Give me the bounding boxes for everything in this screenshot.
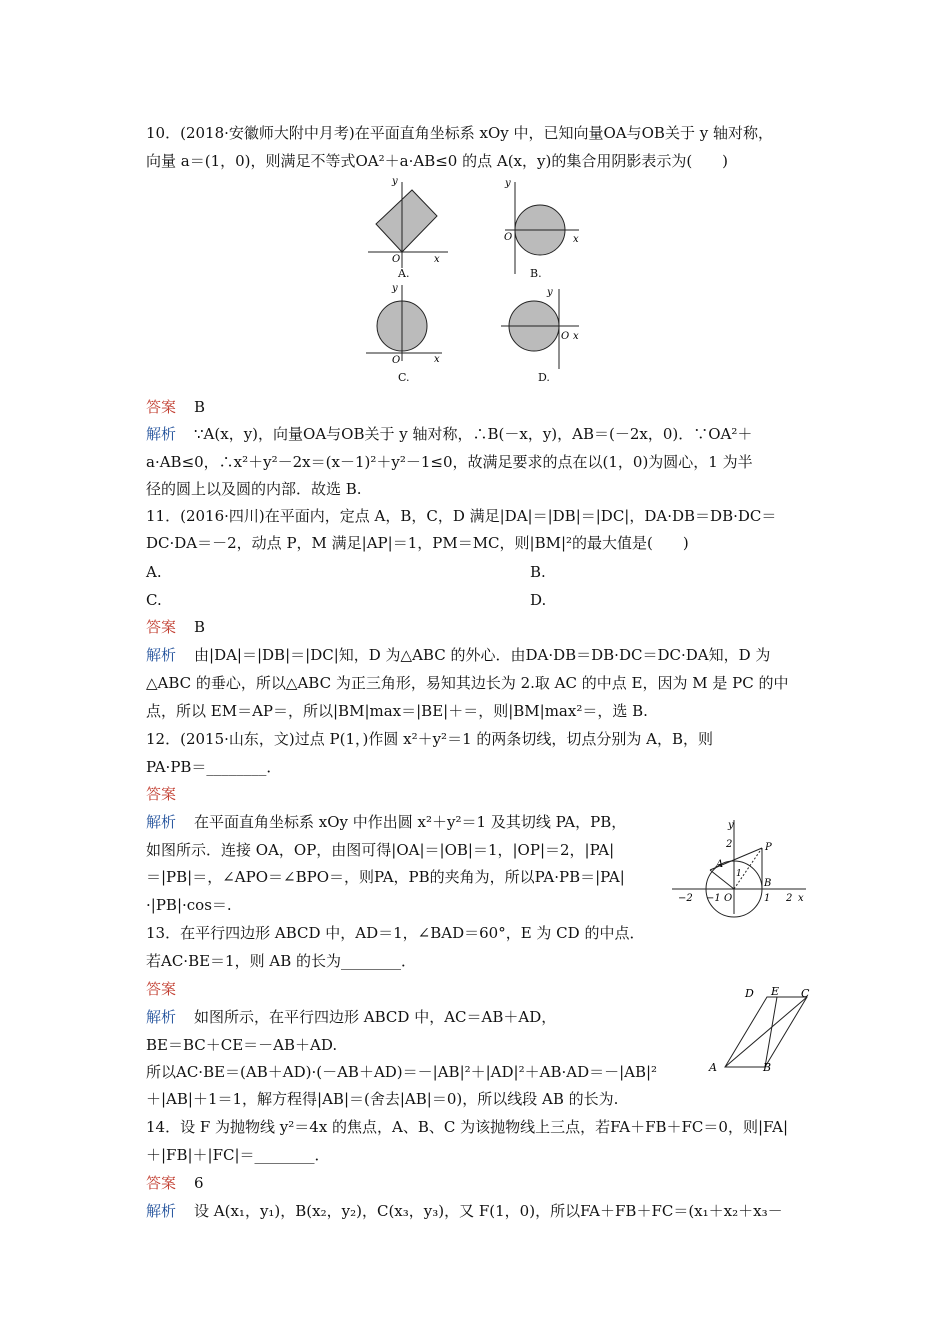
q10-analysis-text1: ∵A(x，y)，向量OA与OB关于 y 轴对称，∴B(－x，y)，AB＝(－2x，0)．∵OA²＋ (194, 425, 753, 443)
q10-c-x-label: x (434, 354, 440, 365)
q12-fig-y: y (728, 820, 734, 831)
q12-fig-p: P (765, 842, 772, 853)
q10-analysis-line2: a·AB≤0，∴x²＋y²－2x＝(x－1)²＋y²－1≤0，故满足要求的点在以(1，0)为圆心，1 为半 (146, 453, 753, 471)
q10-answer (146, 397, 205, 417)
q14-line1: 14．设 F 为抛物线 y²＝4x 的焦点，A、B、C 为该抛物线上三点，若FA＋FB＋FC＝0，则|FA| (146, 1118, 789, 1136)
q11-answer (146, 617, 205, 637)
q10-c-y-label: y (392, 283, 398, 294)
q13-line1: 13．在平行四边形 ABCD 中，AD＝1，∠BAD＝60°，E 为 CD 的中点． (146, 924, 645, 942)
q12-analysis-line3: ＝|PB|＝，∠APO＝∠BPO＝，则PA，PB的夹角为，所以PA·PB＝|PA| (146, 868, 625, 886)
q13-fig-a: A (709, 1061, 717, 1074)
q13-line2: 若AC·BE＝1，则 AB 的长为________． (146, 952, 416, 970)
q12-analysis-label: 解析 (146, 813, 177, 831)
q13-fig-b: B (763, 1061, 772, 1074)
q13-analysis-line3: 所以AC·BE＝(AB＋AD)·(－AB＋AD)＝－|AB|²＋|AD|²＋AB·AD＝－|AB|² (146, 1063, 658, 1081)
q12-fig-neg1: −1 (706, 893, 721, 904)
q12-answer-label: 答案 (146, 785, 177, 803)
q11-answer-label: 答案 (146, 618, 177, 636)
q13-answer-label: 答案 (146, 980, 177, 998)
q12-fig-2: 2 (726, 839, 733, 850)
q13-fig-c: C (801, 987, 810, 1000)
q12-fig-x: x (798, 893, 804, 904)
q12-answer (146, 784, 176, 804)
q10-d-y-label: y (547, 287, 553, 298)
q12-fig-x1: 1 (764, 893, 771, 904)
q12-fig-b: B (764, 878, 772, 889)
q10-line1: 10．(2018·安徽师大附中月考)在平面直角坐标系 xOy 中，已知向量OA与OB关于 y 轴对称， (146, 124, 773, 142)
q11-line2: DC·DA＝－2，动点 P，M 满足|AP|＝1，PM＝MC，则|BM|²的最大值是( ) (146, 534, 689, 552)
q14-answer-label: 答案 (146, 1174, 177, 1192)
q13-analysis-label: 解析 (146, 1008, 177, 1026)
q12-fig-x2: 2 (786, 893, 793, 904)
q12-analysis-line1 (146, 812, 626, 832)
q12-line1: 12．(2015·山东，文)过点 P(1，)作圆 x²＋y²＝1 的两条切线，切点分别为 A，B，则 (146, 730, 714, 748)
q10-analysis-line1 (146, 424, 752, 444)
q10-c-o-label: O (392, 355, 401, 366)
q10-analysis-label: 解析 (146, 425, 177, 443)
q10-answer-label: 答案 (146, 398, 177, 416)
q13-analysis-line2: BE＝BC＋CE＝－AB＋AD. (146, 1036, 338, 1054)
q13-analysis-line4: ＋|AB|＋1＝1，解方程得|AB|＝(舍去|AB|＝0)，所以线段 AB 的长为. (146, 1090, 619, 1108)
q12-line2: PA·PB＝________． (146, 758, 282, 776)
q11-analysis-label: 解析 (146, 646, 177, 664)
q14-answer (146, 1173, 204, 1193)
q10-fig-label-c: C. (398, 371, 410, 384)
q10-a-y-label: y (392, 176, 398, 187)
q14-analysis-text1: 设 A(x₁，y₁)，B(x₂，y₂)，C(x₃，y₃)，又 F(1，0)，所以FA＋FB＋FC＝(x₁＋x₂＋x₃－ (194, 1202, 783, 1220)
q11-option-c: C. (146, 591, 162, 609)
q10-analysis-line3: 径的圆上以及圆的内部．故选 B. (146, 480, 362, 498)
q10-fig-label-b: B. (530, 267, 542, 280)
q13-figure (705, 985, 815, 1075)
q10-fig-label-a: A. (398, 267, 410, 280)
q10-b-y-label: y (505, 178, 511, 189)
q12-analysis-text1: 在平面直角坐标系 xOy 中作出圆 x²＋y²＝1 及其切线 PA，PB， (194, 813, 627, 831)
q10-d-x-label: x (573, 331, 579, 342)
q10-b-x-label: x (573, 234, 579, 245)
q13-fig-e: E (771, 985, 780, 998)
q14-analysis-label: 解析 (146, 1202, 177, 1220)
q11-option-a: A. (146, 563, 162, 581)
q10-fig-label-d: D. (538, 371, 550, 384)
q12-analysis-line2: 如图所示．连接 OA，OP，由图可得|OA|＝|OB|＝1，|OP|＝2，|PA| (146, 841, 615, 859)
q10-answer-value: B (194, 398, 206, 416)
q14-line2: ＋|FB|＋|FC|＝________． (146, 1146, 330, 1164)
q13-analysis-text1: 如图所示，在平行四边形 ABCD 中，AC＝AB＋AD， (194, 1008, 557, 1026)
q12-fig-o: O (724, 893, 733, 904)
q10-figure-a (360, 178, 470, 288)
q12-fig-a: A (716, 859, 724, 870)
q11-analysis-line3: 点，所以 EM＝AP＝，所以|BM|max＝|BE|＋＝，则|BM|max²＝，选 B. (146, 702, 648, 720)
q10-a-o-label: O (392, 254, 401, 265)
q12-fig-1: 1 (736, 869, 742, 879)
q11-line1: 11．(2016·四川)在平面内，定点 A，B，C，D 满足|DA|＝|DB|＝|DC|，DA·DB＝DB·DC＝ (146, 507, 777, 525)
q10-a-x-label: x (434, 254, 440, 265)
q11-option-b: B. (530, 563, 546, 581)
q10-figure-c (362, 283, 472, 393)
q11-answer-value: B (194, 618, 206, 636)
q14-analysis-line1 (146, 1201, 783, 1221)
q10-b-o-label: O (504, 232, 513, 243)
q12-fig-neg2: −2 (678, 893, 693, 904)
q12-figure (672, 818, 812, 918)
q12-analysis-line4: ·|PB|·cos＝. (146, 896, 232, 914)
q11-option-d: D. (530, 591, 547, 609)
q13-answer (146, 979, 176, 999)
q10-d-o-label: O (561, 331, 570, 342)
q11-analysis-text1: 由|DA|＝|DB|＝|DC|知，D 为△ABC 的外心．由DA·DB＝DB·DC＝DC·DA知，D 为 (194, 646, 771, 664)
q14-answer-value: 6 (194, 1174, 204, 1192)
q10-figure-b (497, 178, 607, 288)
q13-fig-d: D (745, 987, 754, 1000)
q11-analysis-line2: △ABC 的垂心，所以△ABC 为正三角形，易知其边长为 2.取 AC 的中点 E，因为 M 是 PC 的中 (146, 674, 789, 692)
q13-analysis-line1 (146, 1007, 556, 1027)
q10-figure-d (497, 283, 607, 393)
q10-line2: 向量 a＝(1，0)，则满足不等式OA²＋a·AB≤0 的点 A(x，y)的集合用阴影表示为( ) (146, 152, 729, 170)
q11-analysis-line1 (146, 645, 770, 665)
